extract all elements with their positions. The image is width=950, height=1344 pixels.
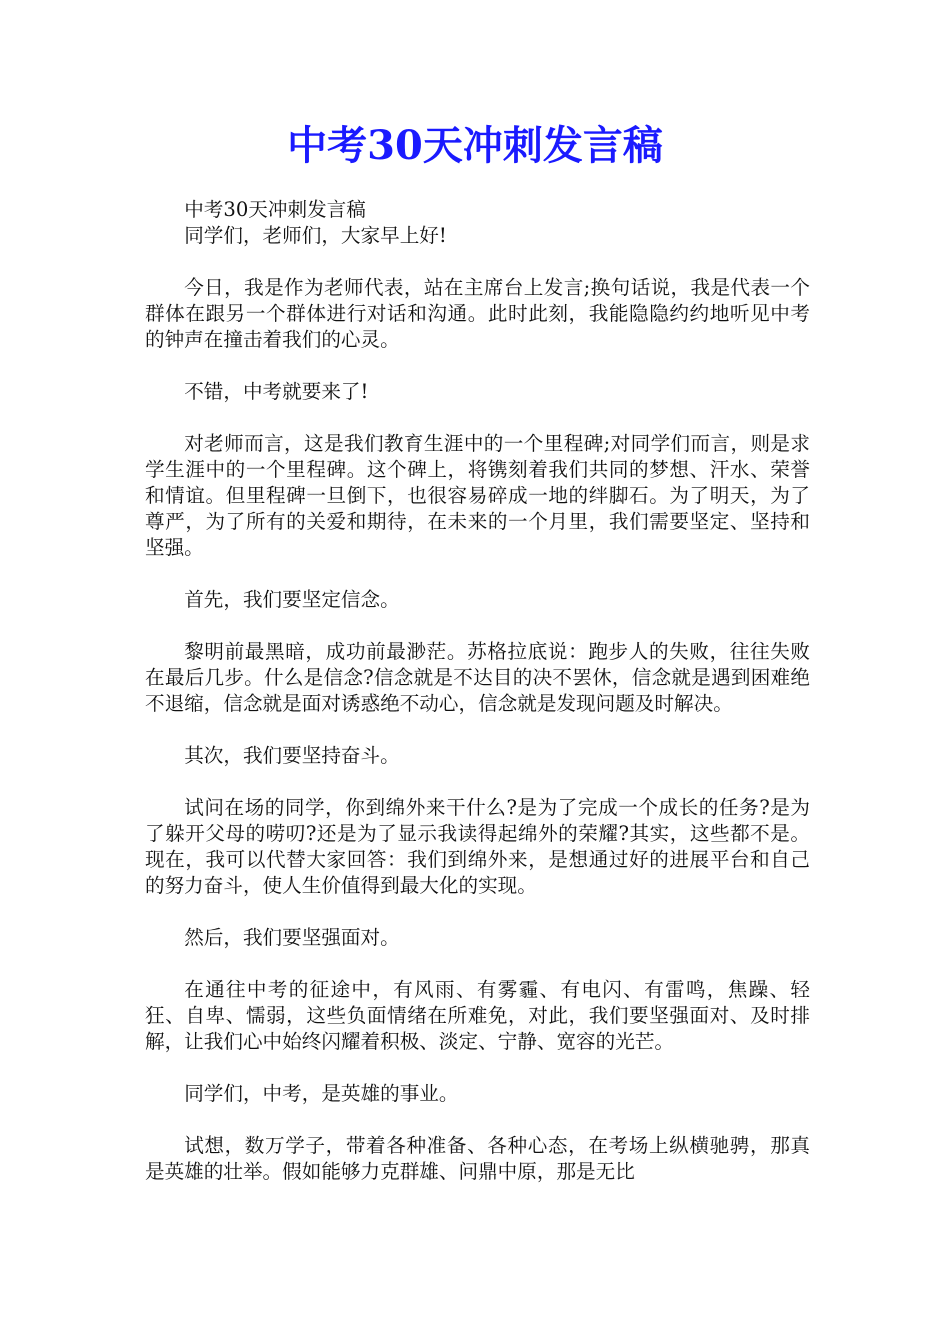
paragraph: 黎明前最黑暗，成功前最渺茫。苏格拉底说：跑步人的失败，往往失败在最后几步。什么是信念?信念就是不达目的决不罢休，信念就是遇到困难绝不退缩，信念就是面对诱惑绝不动心，信念就是发现问题及时解决。 — [145, 640, 810, 715]
paragraph: 在通往中考的征途中，有风雨、有雾霾、有电闪、有雷鸣，焦躁、轻狂、自卑、懦弱，这些负面情绪在所难免，对此，我们要坚强面对、及时排解，让我们心中始终闪耀着积极、淡定、宁静、宽容的光芒。 — [145, 978, 810, 1053]
paragraph: 试想，数万学子，带着各种准备、各种心态，在考场上纵横驰骋，那真是英雄的壮举。假如能够力克群雄、问鼎中原，那是无比 — [145, 1134, 810, 1183]
paragraph: 同学们，中考，是英雄的事业。 — [184, 1082, 459, 1105]
document-title: 中考30天冲刺发言稿 — [287, 122, 663, 169]
paragraph: 不错，中考就要来了! — [184, 380, 369, 403]
paragraph: 试问在场的同学，你到绵外来干什么?是为了完成一个成长的任务?是为了躲开父母的唠叨?还是为了显示我读得起绵外的荣耀?其实，这些都不是。现在，我可以代替大家回答：我们到绵外来，是想通过好的进展平台和自己的努力奋斗，使人生价值得到最大化的实现。 — [145, 796, 810, 897]
document-subtitle: 中考30天冲刺发言稿 — [184, 198, 366, 221]
paragraph: 其次，我们要坚持奋斗。 — [184, 744, 400, 767]
paragraph: 对老师而言，这是我们教育生涯中的一个里程碑;对同学们而言，则是求学生涯中的一个里程碑。这个碑上，将镌刻着我们共同的梦想、汗水、荣誉和情谊。但里程碑一旦倒下，也很容易碎成一地的绊脚石。为了明天，为了尊严，为了所有的关爱和期待，在未来的一个月里，我们需要坚定、坚持和坚强。 — [145, 432, 810, 559]
paragraph: 今日，我是作为老师代表，站在主席台上发言;换句话说，我是代表一个群体在跟另一个群体进行对话和沟通。此时此刻，我能隐隐约约地听见中考的钟声在撞击着我们的心灵。 — [145, 276, 810, 351]
paragraph: 首先，我们要坚定信念。 — [184, 588, 400, 611]
document-body — [145, 197, 810, 1211]
greeting: 同学们，老师们，大家早上好! — [184, 224, 447, 247]
paragraph: 然后，我们要坚强面对。 — [184, 926, 400, 949]
